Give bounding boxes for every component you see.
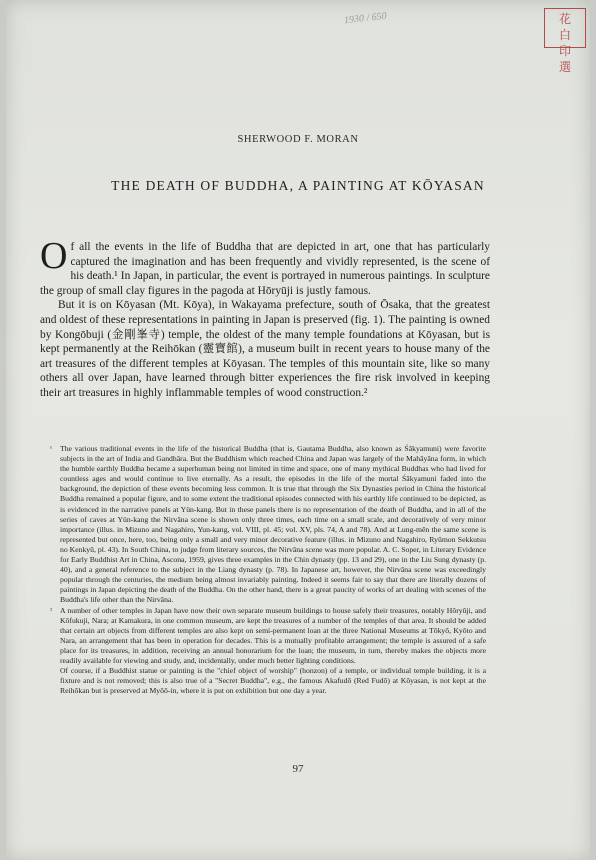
- stamp-char: 白: [558, 28, 571, 42]
- paragraph-2: But it is on Kōyasan (Mt. Kōya), in Wakayama prefecture, south of Ōsaka, that the greatest and oldest of these representations in painting in Japan is preserved (fig. 1). The painting is owned by Kongōbuji (金剛峯寺) temple, the oldest of the many temple foundations at Kōyasan, but is kept permanently at the Reihōkan (靈寶館), a museum built in recent years to house many of the art treasures of the different temples at Kōyasan. The temples of this mountain site, like so many others all over Japan, have learned through bitter experiences the fire risk involved in keeping their art treasures in highly inflammable temples of wood construction.²: [40, 299, 490, 399]
- author-name: SHERWOOD F. MORAN: [237, 134, 359, 145]
- page: [6, 0, 590, 860]
- footnote-1: [50, 444, 486, 606]
- page-number: 97: [292, 763, 304, 775]
- footnote-marker: ¹: [50, 445, 52, 452]
- footnote-2-text: A number of other temples in Japan have now their own separate museum buildings to house safely their treasures, notably Hōryūji, and Kōfukuji, Nara; at Kamakura, in one common museum, are kept the treasures of a number of the temples of that area. It should be added that certain art objects from different temples are also kept on semi-permanent loan at the three National Museums at Tōkyō, Kyōto and Nara, an arrangement that has been in operation for decades. This is a mutually profitable arrangement; the temple is assured of a safe place for its treasures, in addition, receiving an annual honorarium for the loan; the museum, in turn, thereby makes the objects more readily available for viewing and study, and, incidentally, under much better lighting conditions.: [60, 605, 486, 665]
- stamp-char: 選: [558, 60, 571, 74]
- footnote-2: [50, 606, 486, 667]
- stamp-char: 印: [558, 44, 571, 58]
- drop-cap: O: [40, 235, 68, 277]
- article-body: [40, 235, 490, 401]
- pencil-annotation: 1930 / 650: [343, 10, 388, 27]
- footnote-2-continued: Of course, if a Buddhist statue or painting is the "chief object of worship" (honzon) of a temple, or individual temple building, it is a fixture and is not removed; this is also true of a "Secret Buddha", e.g., the famous Akafudō (Red Fudō) at Kōyasan, is not kept at the Reihōkan but is preserved at Myōō-in, where it is put on exhibition but one day a year.: [60, 666, 486, 696]
- red-seal-stamp: [544, 8, 586, 74]
- footnote-marker: ²: [50, 606, 52, 614]
- footnote-1-text: The various traditional events in the life of the historical Buddha (that is, Gautama Buddha, also known as Śākyamuni) were favorite subjects in the art of India and Gandhāra. But the Buddhism which reached China and Japan was largely of the Mahāyāna form, in which the humble earthly Buddha became a superhuman being not limited in time and space, one of many mythical Buddhas who had lived for countless ages and would continue to live eternally. As a result, the episodes in the life of the mortal Śākyamuni faded into the background, the depiction of these events becoming less common. It is true that through the Six Dynasties period in China the historical Buddha remained a popular figure, and to some extent the traditional episodes connected with his earthly life continued to be depicted, as is evidenced in the narrative panels at Yün-kang. But in these panels there is no representation of the death of Buddha, and in all of the series of caves at Yün-kang the Nirvāna scene is shown only three times, each time on a small scale, and decoratively of very minor importance (illus. in Mizuno and Nagahiro, Yun-kang, vol. VIII, pl. 45; vol. XV, pls. 74, A and 78). And at Lung-mên the same scene is represented but once, here, too, being only a small and very minor decorative feature (illus. in Mizuno and Nagahiro, Ryūmon Sekkutsu no Kenkyū, pl. 43). In South China, to judge from literary sources, the Nirvāna scene was more popular. A. C. Soper, in Literary Evidence for Early Buddhist Art in China, Ascona, 1959, gives three examples in the Chin dynasty (pp. 13 and 29), one in the Liu Sung dynasty (p. 40), and a general reference to the subject in the Liang dynasty (p. 78). In Japanese art, however, the Nirvāna scene was exceedingly popular through the centuries, the medium being almost invariably painting. Indeed it seems fair to say that there are literally dozens of paintings in Japan depicting the death of the Buddha. On the other hand, there is a great paucity of works of art dealing with scenes of the Buddha's life other than the Nirvāna.: [60, 444, 486, 605]
- footnotes: [50, 444, 486, 696]
- article-title: THE DEATH OF BUDDHA, A PAINTING AT KŌYASAN: [111, 178, 485, 193]
- stamp-char: 花: [558, 12, 571, 26]
- paragraph-1-text: f all the events in the life of Buddha that are depicted in art, one that has particularly captured the imagination and has been frequently and vividly represented, is the scene of his death.¹ In Japan, in particular, the event is portrayed in numerous paintings. In sculpture the group of small clay figures in the pagoda at Hōryūji is justly famous.: [40, 241, 490, 297]
- paragraph-1: [40, 235, 490, 298]
